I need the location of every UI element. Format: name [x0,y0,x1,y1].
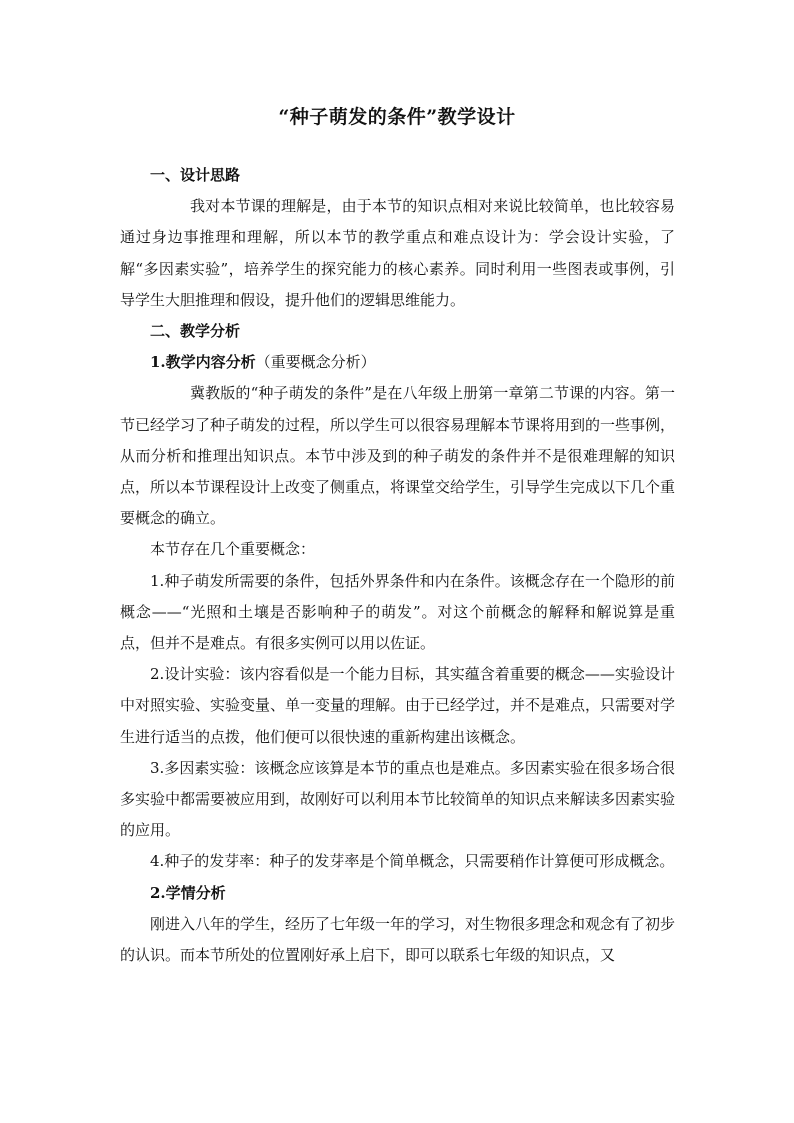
subsection-label: 1.教学内容分析 [150,353,256,372]
section-heading-teaching-analysis: 二、教学分析 [150,322,241,341]
section-heading-design-idea: 一、设计思路 [150,166,241,184]
subsection-heading-student-analysis: 2.学情分析 [150,883,226,902]
document-title: “种子萌发的条件”教学设计 [278,106,516,128]
subsection-heading-content-analysis [120,347,675,378]
paragraph-content-analysis: 冀教版的“种子萌发的条件”是在八年级上册第一章第二节课的内容。第一节已经学习了种子萌发的过程，所以学生可以很容易理解本节课将用到的一些事例，从而分析和推理出知识点。本节中涉及到的种子萌发的条件并不是很难理解的知识点，所以本节课程设计上改变了侧重点，将课堂交给学生，引导学生完成以下几个重要概念的确立。 [120,384,676,528]
concepts-intro: 本节存在几个重要概念： [150,540,316,559]
paragraph-design-idea: 我对本节课的理解是，由于本节的知识点相对来说比较简单，也比较容易通过身边事推理和理解，所以本节的教学重点和难点设计为：学会设计实验，了解“多因素实验”，培养学生的探究能力的核心素养。同时利用一些图表或事例，引导学生大胆推理和假设，提升他们的逻辑思维能力。 [120,197,675,309]
document-body [120,160,675,971]
concept-item-4: 4.种子的发芽率：种子的发芽率是个简单概念，只需要稍作计算便可形成概念。 [150,852,675,871]
subsection-note: （重要概念分析） [255,353,376,372]
paragraph-student-analysis: 刚进入八年的学生，经历了七年级一年的学习，对生物很多理念和观念有了初步的认识。而本节所处的位置刚好承上启下，即可以联系七年级的知识点，又 [120,914,676,965]
concept-item-2: 2.设计实验：该内容看似是一个能力目标，其实蕴含着重要的概念——实验设计中对照实验、实验变量、单一变量的理解。由于已经学过，并不是难点，只需要对学生进行适当的点拨，他们便可以很快速的重新构建出该概念。 [120,665,676,746]
concept-item-3: 3.多因素实验：该概念应该算是本节的重点也是难点。多因素实验在很多场合很多实验中都需要被应用到，故刚好可以利用本节比较简单的知识点来解读多因素实验的应用。 [120,758,676,840]
concept-item-1: 1.种子萌发所需要的条件，包括外界条件和内在条件。该概念存在一个隐形的前概念——“光照和土壤是否影响种子的萌发”。对这个前概念的解释和解说算是重点，但并不是难点。有很多实例可以用以佐证。 [120,571,675,653]
